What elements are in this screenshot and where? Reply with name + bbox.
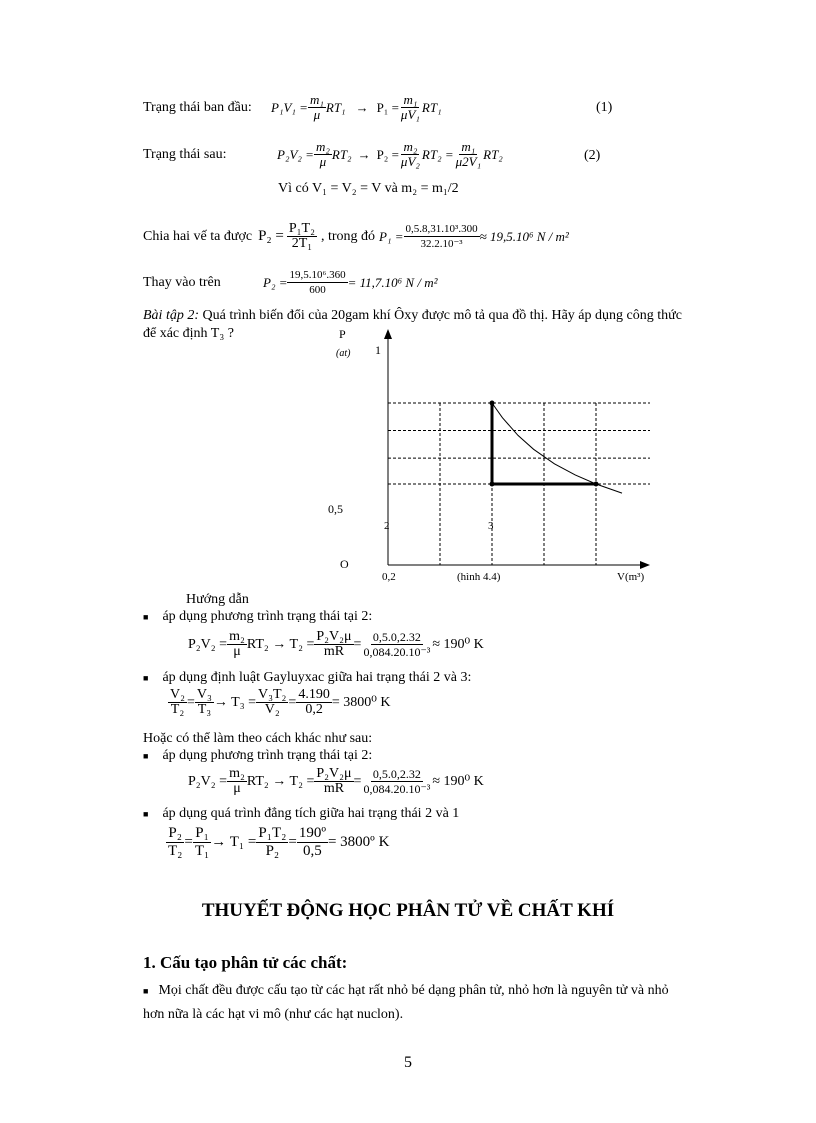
frac-num: m₂	[403, 139, 418, 154]
frac-num: P₂V₂μ	[316, 766, 352, 781]
divide-row	[143, 222, 569, 251]
substitute-row	[143, 268, 437, 297]
bullet-2	[143, 670, 471, 686]
divide-p1: P₁ =	[379, 228, 404, 244]
frac-den: μ	[233, 781, 241, 796]
state1-rhs: P₁ =	[376, 99, 399, 115]
equation-b3	[188, 767, 484, 796]
bullet-2-text: áp dụng định luật Gayluyxac giữa hai trạng thái 2 và 3:	[162, 670, 472, 685]
exercise2-text1: Quá trình biến đổi của 20gam khí Ôxy được mô tả qua đồ thị. Hãy áp dụng công thức	[199, 308, 682, 323]
frac-num: m₁	[461, 139, 476, 154]
eq-part: RT₂ → T₂ =	[246, 773, 315, 789]
x-axis-arrow	[640, 561, 650, 569]
arrow: →	[355, 99, 369, 115]
frac-num: 19,5.10⁶.360	[289, 269, 346, 281]
condition-line: Vì có V₁ = V₂ = V và m₂ = m₁/2	[278, 181, 459, 196]
y-axis-arrow	[384, 329, 392, 339]
state1-eq-lhs: P₁V₁ =	[271, 99, 308, 115]
subsection-title: 1. Cấu tạo phân tử các chất:	[143, 953, 348, 972]
frac-den: T₃	[197, 702, 212, 717]
y-tick-label-1: 1	[375, 343, 381, 357]
point-label-2: 2	[384, 520, 390, 532]
frac-den: μ	[319, 154, 327, 169]
eq-part: → T₁ =	[211, 834, 257, 850]
point-label-3: 3	[488, 520, 494, 532]
alt-method-line: Hoặc có thể làm theo cách khác như sau:	[143, 731, 373, 746]
substitute-result: = 11,7.10⁶ N / m²	[347, 274, 438, 290]
guide-title: Hướng dẫn	[186, 592, 249, 607]
bullet-3	[143, 748, 372, 764]
frac-den: μ	[313, 107, 321, 122]
bullet-1-text: áp dụng phương trình trạng thái tại 2:	[162, 609, 373, 624]
state-point-1	[490, 401, 495, 406]
eq-part: = 3800⁰ K	[331, 695, 391, 710]
frac-den: 0,084.20.10⁻³	[363, 782, 431, 796]
state1-label: Trạng thái ban đầu:	[143, 99, 252, 115]
frac-den: μV₂	[400, 154, 420, 169]
page-number: 5	[404, 1054, 412, 1071]
eq-part: =	[288, 694, 297, 710]
frac-den: mR	[323, 781, 345, 796]
state2-row	[143, 140, 503, 169]
equation-number-1: (1)	[596, 100, 613, 115]
y-label: P	[339, 327, 346, 341]
y-label-unit: (at)	[336, 348, 351, 359]
state2-after1: RT₂	[331, 146, 352, 162]
frac-den: T₂	[168, 843, 183, 859]
eq-part: RT₂ → T₂ =	[246, 636, 315, 652]
frac-den: 0,2	[305, 702, 323, 717]
divide-label: Chia hai vế ta được	[143, 228, 253, 244]
frac-num: P₁T₂	[258, 825, 287, 841]
arrow: →	[357, 146, 371, 162]
bullet-4	[143, 806, 459, 822]
eq-part: ≈ 190⁰ K	[432, 637, 484, 652]
frac-den: T₁	[194, 843, 210, 859]
frac-num: P₁T₂	[288, 221, 315, 236]
frac-den: T₂	[170, 702, 185, 717]
bullet-icon: ■	[143, 809, 149, 819]
bullet-icon: ■	[143, 986, 149, 996]
exercise2-title: Bài tập 2:	[143, 308, 199, 323]
frac-den: μ2V₁	[455, 154, 482, 169]
exercise2-line2: để xác định T₃ ?	[143, 326, 234, 341]
frac-den: 2T₁	[291, 236, 313, 251]
equation-b1	[188, 630, 484, 659]
y-tick-label-0-5: 0,5	[328, 502, 343, 516]
frac-den: mR	[323, 644, 345, 659]
frac-den: 0,5	[303, 843, 322, 859]
frac-num: m₂	[229, 629, 245, 644]
divide-lhs: P₂ =	[258, 228, 284, 244]
eq-part: =	[184, 834, 193, 850]
frac-den: μ	[233, 644, 241, 659]
origin-label: O	[340, 557, 349, 571]
frac-den: P₂	[265, 843, 280, 859]
frac-num: m₂	[315, 139, 330, 154]
divide-mid: , trong đó	[320, 228, 376, 244]
substitute-lhs: P₂ =	[263, 274, 288, 290]
state-point-3	[594, 482, 599, 487]
frac-num: P₂V₂μ	[316, 629, 352, 644]
eq-part: P₂V₂ =	[188, 636, 228, 652]
substitute-label: Thay vào trên	[143, 274, 221, 290]
frac-num: P₂	[168, 825, 182, 841]
state1-row	[143, 93, 442, 122]
frac-den: V₂	[264, 702, 280, 717]
bullet-icon: ■	[143, 673, 149, 683]
exercise2-line1	[143, 308, 682, 324]
frac-num: V₃	[196, 687, 212, 702]
frac-den: 600	[309, 284, 326, 296]
bullet-icon: ■	[143, 612, 149, 622]
state2-rhs: P₂ =	[376, 146, 399, 162]
eq-part: = 3800º K	[327, 834, 390, 850]
frac-num: m₂	[229, 766, 245, 781]
paragraph-text-1: Mọi chất đều được cấu tạo từ các hạt rất nhỏ bé dạng phân tử, nhỏ hơn là nguyên tử và nhỏ	[158, 983, 669, 998]
eq-part: ≈ 190⁰ K	[432, 774, 484, 789]
frac-den: μV₁	[400, 107, 420, 122]
frac-num: m₁	[309, 92, 324, 107]
equation-number-2: (2)	[584, 148, 601, 163]
bullet-icon: ■	[143, 751, 149, 761]
paragraph-line-2: hơn nữa là các hạt vi mô (như các hạt nuclon).	[143, 1007, 404, 1022]
section-title: THUYẾT ĐỘNG HỌC PHÂN TỬ VỀ CHẤT KHÍ	[201, 900, 615, 921]
state2-eq-lhs: P₂V₂ =	[277, 146, 314, 162]
state2-after2: RT₂ =	[421, 146, 454, 162]
eq-part: =	[288, 834, 297, 850]
frac-num: 190º	[298, 825, 326, 841]
state1-after1: RT₁	[325, 99, 346, 115]
frac-num: 0,5.0,2.32	[372, 767, 421, 781]
figure-caption: (hình 4.4)	[457, 571, 501, 583]
frac-num: V₂	[170, 687, 185, 702]
frac-num: V₃T₂	[257, 687, 287, 702]
eq-part: =	[353, 636, 362, 652]
state2-label: Trạng thái sau:	[143, 146, 227, 162]
frac-num: m₁	[403, 92, 418, 107]
frac-num: P₁	[195, 825, 209, 841]
state2-after3: RT₂	[483, 146, 503, 162]
frac-den: 32.2.10⁻³	[420, 238, 463, 250]
eq-part: =	[187, 694, 195, 710]
eq-part: =	[353, 773, 362, 789]
paragraph-line-1	[143, 983, 669, 999]
bullet-1	[143, 609, 372, 625]
x-tick-label: 0,2	[382, 571, 396, 583]
frac-num: 0,5.0,2.32	[372, 630, 421, 644]
frac-num: 4.190	[298, 687, 330, 702]
bullet-4-text: áp dụng quá trình đẳng tích giữa hai trạng thái 2 và 1	[162, 806, 460, 821]
x-label: V(m³)	[617, 571, 645, 583]
state1-after2: RT₁	[421, 99, 442, 115]
isotherm-curve	[492, 403, 622, 493]
frac-num: 0,5.8,31.10³.300	[405, 223, 478, 235]
divide-result: ≈ 19,5.10⁶ N / m²	[479, 228, 569, 244]
frac-den: 0,084.20.10⁻³	[363, 645, 431, 659]
bullet-3-text: áp dụng phương trình trạng thái tại 2:	[162, 748, 373, 763]
state-point-2	[490, 482, 495, 487]
eq-part: → T₃ =	[213, 694, 256, 710]
equation-b2	[168, 688, 390, 717]
pv-chart	[320, 325, 680, 590]
eq-part: P₂V₂ =	[188, 773, 228, 789]
equation-b4	[166, 825, 389, 860]
